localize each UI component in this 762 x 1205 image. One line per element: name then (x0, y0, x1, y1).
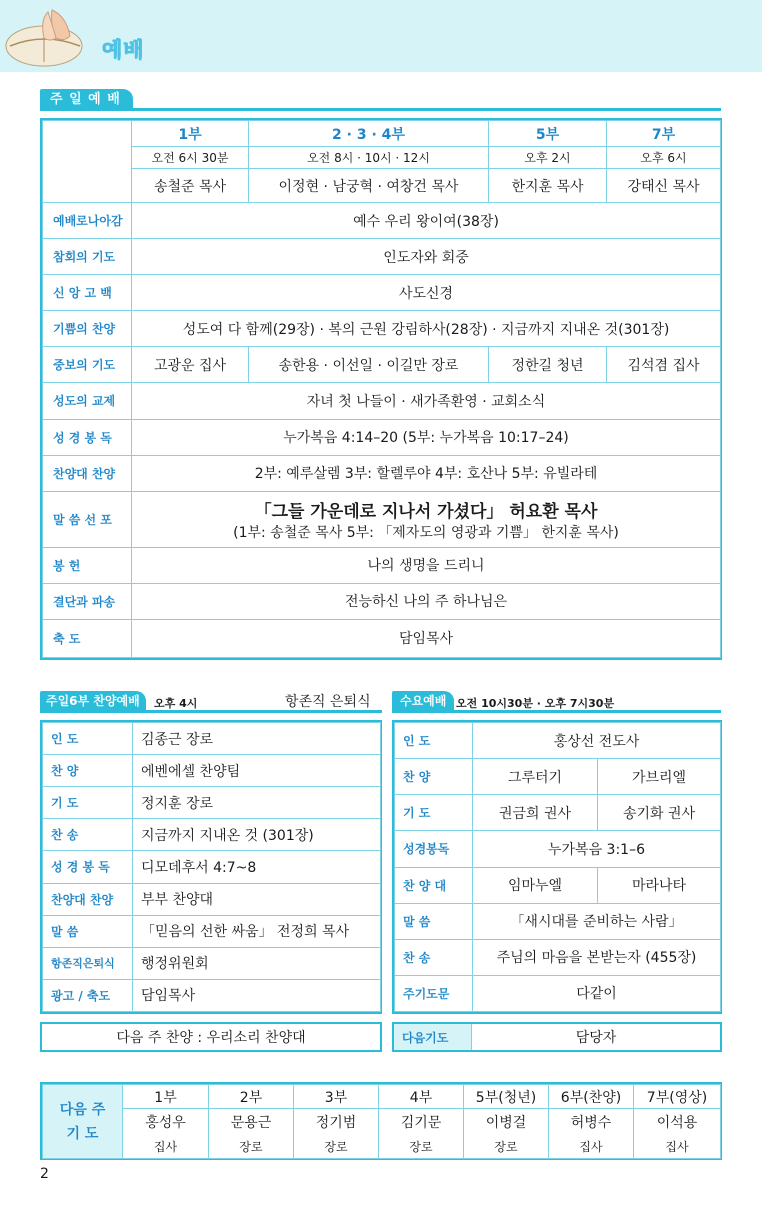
praise6-tab: 주일6부 찬양예배 (40, 691, 146, 712)
next-prayer-table (40, 1082, 722, 1160)
part-7-leader: 강태신 목사 (607, 169, 721, 203)
praise6-label-5: 찬양대 찬양 (43, 883, 133, 915)
praise6-table (40, 720, 382, 1014)
wed-label-pray: 기 도 (395, 795, 473, 831)
praise6-label-0: 인 도 (43, 723, 133, 755)
page-number: 2 (40, 1166, 49, 1182)
wed-value-choir-0: 임마누엘 (473, 867, 598, 903)
part-7-header: 7부 (607, 121, 721, 147)
wed-label-scripture: 성경봉독 (395, 831, 473, 867)
wed-value-praise-0: 그루터기 (473, 759, 598, 795)
row-value-offering: 나의 생명을 드리니 (132, 547, 721, 583)
praise6-section-line (40, 710, 382, 713)
row-label-sermon: 말 씀 선 포 (43, 491, 132, 547)
next-prayer-label-top: 다음 주 (59, 1101, 106, 1118)
wed-label-hymn: 찬 송 (395, 939, 473, 975)
next-name-1: 문용근 (209, 1109, 294, 1135)
next-title-6: 집사 (634, 1135, 721, 1159)
next-name-0: 홍성우 (123, 1109, 209, 1135)
wed-label-praise: 찬 양 (395, 759, 473, 795)
wed-label-lord: 주기도문 (395, 975, 473, 1011)
praise6-label-6: 말 씀 (43, 915, 133, 947)
row-label-repent: 참회의 기도 (43, 239, 132, 275)
wed-value-pray-0: 권금희 권사 (473, 795, 598, 831)
praise6-value-4: 디모데후서 4:7~8 (133, 851, 381, 883)
sunday-section-line (40, 108, 721, 111)
praise6-label-1: 찬 양 (43, 755, 133, 787)
next-title-0: 집사 (123, 1135, 209, 1159)
praise6-value-1: 에벤에셀 찬양팀 (133, 755, 381, 787)
row-label-blessing: 축 도 (43, 619, 132, 657)
row-label-creed: 신 앙 고 백 (43, 275, 132, 311)
prayer-part-7: 김석겸 집사 (607, 347, 721, 383)
wed-value-lord: 다같이 (473, 975, 721, 1011)
next-name-4: 이병걸 (464, 1109, 549, 1135)
praise6-label-3: 찬 송 (43, 819, 133, 851)
praise6-value-2: 정지훈 장로 (133, 787, 381, 819)
page-banner (0, 0, 762, 72)
praise6-value-7: 행정위원회 (133, 947, 381, 979)
prayer-part-5: 정한길 청년 (489, 347, 607, 383)
part-234-leader: 이정현 · 남궁혁 · 여창건 목사 (249, 169, 489, 203)
next-part-4: 5부(청년) (464, 1085, 549, 1109)
row-label-call: 예배로나아감 (43, 203, 132, 239)
praise6-value-6: 「믿음의 선한 싸움」 전정희 목사 (133, 915, 381, 947)
wed-value-pray-1: 송기화 권사 (598, 795, 721, 831)
next-title-2: 장로 (294, 1135, 379, 1159)
row-value-blessing: 담임목사 (132, 619, 721, 657)
next-title-3: 장로 (379, 1135, 464, 1159)
wednesday-table (392, 720, 722, 1014)
next-title-5: 집사 (549, 1135, 634, 1159)
row-label-offering: 봉 헌 (43, 547, 132, 583)
row-label-choir: 찬양대 찬양 (43, 455, 132, 491)
next-prayer-label (43, 1085, 123, 1159)
row-label-prayer: 중보의 기도 (43, 347, 132, 383)
row-value-call: 예수 우리 왕이여(38장) (132, 203, 721, 239)
page-title: 예배 (102, 38, 145, 62)
next-title-1: 장로 (209, 1135, 294, 1159)
row-value-repent: 인도자와 회중 (132, 239, 721, 275)
wednesday-section-line (392, 710, 721, 713)
praise6-label-2: 기 도 (43, 787, 133, 819)
sermon-main: 「그들 가운데로 지나서 가셨다」 허요환 목사 (254, 501, 598, 522)
next-name-5: 허병수 (549, 1109, 634, 1135)
praise6-value-5: 부부 찬양대 (133, 883, 381, 915)
wed-value-scripture: 누가복음 3:1–6 (473, 831, 721, 867)
next-name-3: 김기문 (379, 1109, 464, 1135)
row-value-choir: 2부: 예루살렘 3부: 할렐루야 4부: 호산나 5부: 유빌라테 (132, 455, 721, 491)
next-title-4: 장로 (464, 1135, 549, 1159)
row-value-sermon (132, 491, 721, 547)
sunday-worship-tab: 주 일 예 배 (40, 89, 133, 110)
next-choir-text: 다음 주 찬양 : 우리소리 찬양대 (116, 1030, 306, 1046)
wed-value-sermon: 「새시대를 준비하는 사람」 (473, 903, 721, 939)
praise6-label-8: 광고 / 축도 (43, 979, 133, 1011)
next-prayer-wed-label: 다음기도 (394, 1024, 472, 1050)
prayer-part-1: 고광운 집사 (132, 347, 249, 383)
part-1-header: 1부 (132, 121, 249, 147)
wednesday-tab: 수요예배 (392, 691, 454, 712)
part-234-time: 오전 8시 · 10시 · 12시 (249, 147, 489, 169)
row-label-fellowship: 성도의 교제 (43, 383, 132, 419)
next-part-1: 2부 (209, 1085, 294, 1109)
wed-value-praise-1: 가브리엘 (598, 759, 721, 795)
wednesday-time: 오전 10시30분 · 오후 7시30분 (456, 697, 615, 710)
next-prayer-wed-box (392, 1022, 722, 1052)
praise6-value-8: 담임목사 (133, 979, 381, 1011)
next-part-0: 1부 (123, 1085, 209, 1109)
part-5-time: 오후 2시 (489, 147, 607, 169)
row-value-sending: 전능하신 나의 주 하나님은 (132, 583, 721, 619)
row-value-fellowship: 자녀 첫 나들이 · 새가족환영 · 교회소식 (132, 383, 721, 419)
praise6-time: 오후 4시 (154, 697, 198, 710)
part-1-time: 오전 6시 30분 (132, 147, 249, 169)
row-value-creed: 사도신경 (132, 275, 721, 311)
next-part-6: 7부(영상) (634, 1085, 721, 1109)
part-1-leader: 송철준 목사 (132, 169, 249, 203)
prayer-part-234: 송한용 · 이선일 · 이길만 장로 (249, 347, 489, 383)
next-prayer-label-bottom: 기 도 (66, 1125, 99, 1142)
wed-label-choir: 찬 양 대 (395, 867, 473, 903)
praise6-value-3: 지금까지 지내온 것 (301장) (133, 819, 381, 851)
next-part-3: 4부 (379, 1085, 464, 1109)
praise6-event: 항존직 은퇴식 (285, 694, 371, 710)
row-label-sending: 결단과 파송 (43, 583, 132, 619)
sermon-sub: (1부: 송철준 목사 5부: 「제자도의 영광과 기쁨」 한지훈 목사) (233, 524, 619, 541)
next-name-6: 이석용 (634, 1109, 721, 1135)
praying-hands-bible-icon (4, 2, 94, 70)
next-part-5: 6부(찬양) (549, 1085, 634, 1109)
next-choir-box (40, 1022, 382, 1052)
wed-label-sermon: 말 씀 (395, 903, 473, 939)
row-value-joy: 성도여 다 함께(29장) · 복의 근원 강림하사(28장) · 지금까지 지내온 것(301장) (132, 311, 721, 347)
part-5-leader: 한지훈 목사 (489, 169, 607, 203)
next-prayer-wed-value: 담당자 (575, 1030, 617, 1046)
row-label-joy: 기쁨의 찬양 (43, 311, 132, 347)
part-5-header: 5부 (489, 121, 607, 147)
part-234-header: 2 · 3 · 4부 (249, 121, 489, 147)
wed-value-lead: 홍상선 전도사 (473, 723, 721, 759)
praise6-value-0: 김종근 장로 (133, 723, 381, 755)
sunday-worship-table (40, 118, 722, 660)
wed-value-hymn: 주님의 마음을 본받는자 (455장) (473, 939, 721, 975)
row-value-scripture: 누가복음 4:14–20 (5부: 누가복음 10:17–24) (132, 419, 721, 455)
praise6-label-7: 항존직은퇴식 (43, 947, 133, 979)
praise6-label-4: 성 경 봉 독 (43, 851, 133, 883)
wed-label-lead: 인 도 (395, 723, 473, 759)
wed-value-choir-1: 마라나타 (598, 867, 721, 903)
row-label-scripture: 성 경 봉 독 (43, 419, 132, 455)
next-name-2: 정기범 (294, 1109, 379, 1135)
corner-cell (43, 121, 132, 203)
next-part-2: 3부 (294, 1085, 379, 1109)
part-7-time: 오후 6시 (607, 147, 721, 169)
